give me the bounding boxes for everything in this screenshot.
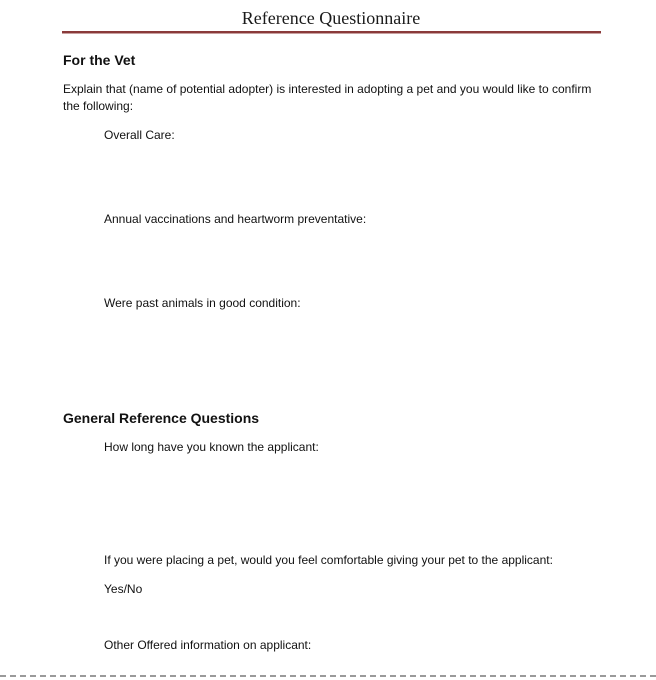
question-other-info: Other Offered information on applicant: [104, 638, 312, 652]
page-break-line [0, 675, 656, 677]
answer-yes-no: Yes/No [104, 582, 143, 596]
question-past-animals: Were past animals in good condition: [104, 296, 301, 310]
question-how-long-known: How long have you known the applicant: [104, 440, 319, 454]
section-heading-general: General Reference Questions [63, 410, 260, 426]
question-vaccinations: Annual vaccinations and heartworm preventative: [104, 212, 367, 226]
section-heading-vet: For the Vet [63, 52, 136, 68]
title-divider [62, 31, 601, 34]
question-overall-care: Overall Care: [104, 128, 175, 142]
question-comfortable-placing: If you were placing a pet, would you feel comfortable giving your pet to the applicant: [104, 553, 553, 567]
vet-intro-text: Explain that (name of potential adopter) is interested in adopting a pet and you would like to confirm the following: [63, 82, 592, 113]
document-title: Reference Questionnaire [241, 8, 421, 28]
